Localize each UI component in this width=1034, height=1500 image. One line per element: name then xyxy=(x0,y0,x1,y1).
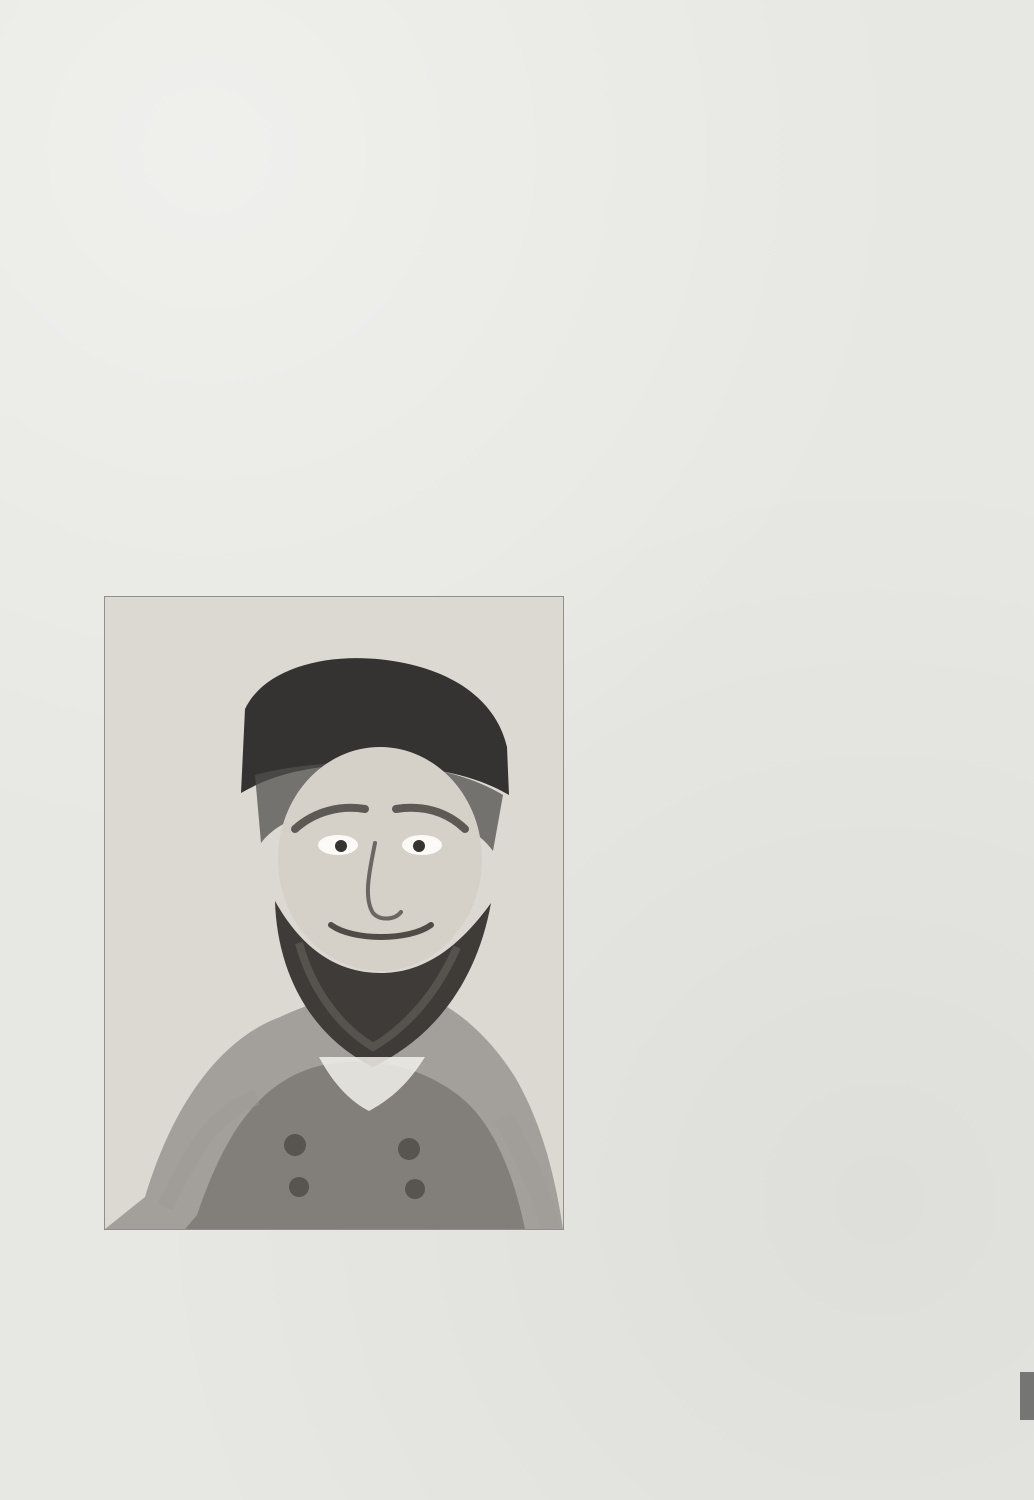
edge-mark xyxy=(1020,1372,1034,1420)
handwritten-x-mark xyxy=(592,582,638,628)
portrait-illustration xyxy=(104,596,564,1230)
handwritten-x-mark xyxy=(612,524,658,570)
